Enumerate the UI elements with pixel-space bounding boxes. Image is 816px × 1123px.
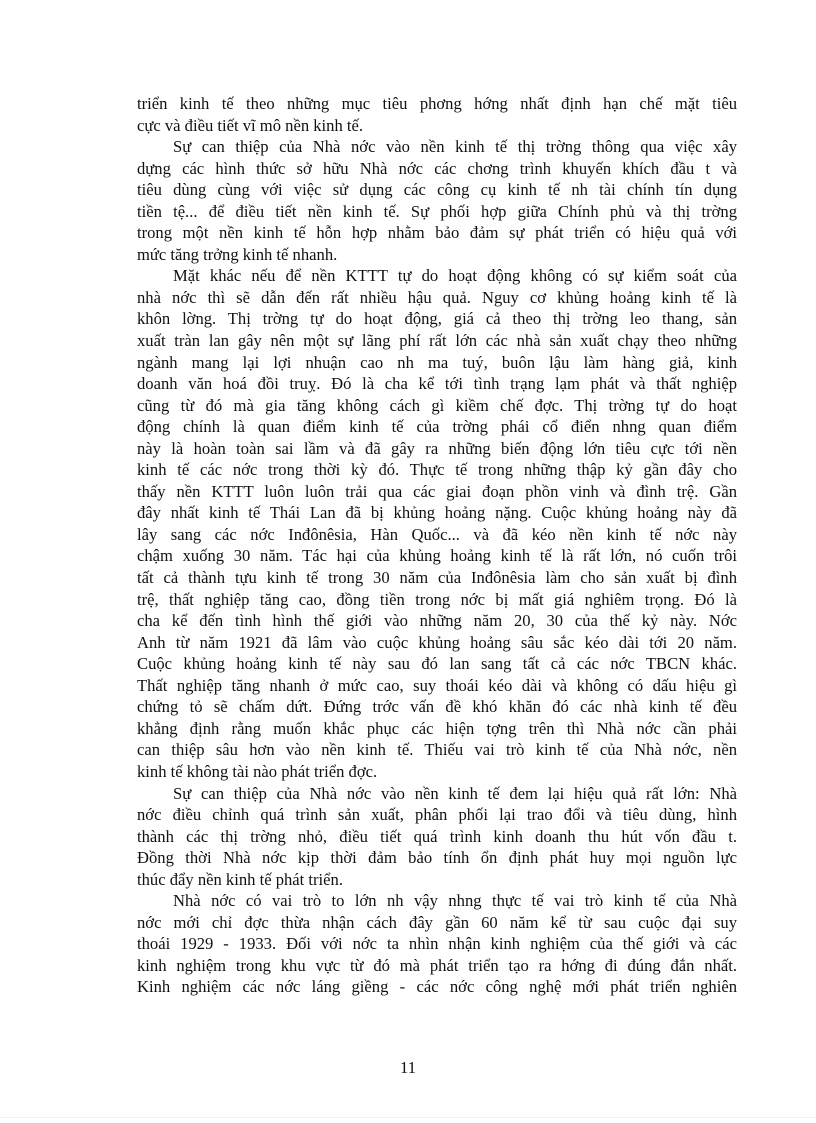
text-line: đây nhất kinh tế Thái Lan đã bị khủng hoảng nặng. Cuộc khủng hoảng này đã	[137, 503, 737, 523]
text-line: trong một nền kinh tế hỗn hợp nhằm bảo đảm sự phát triển có hiệu quả với	[137, 223, 737, 243]
text-line: dựng các hình thức sở hữu Nhà nớc các chơng trình khuyến khích đầu t và	[137, 158, 737, 178]
text-line: tiền tệ... để điều tiết nền kinh tế. Sự phối hợp giữa Chính phủ và thị trờng	[137, 201, 737, 221]
text-line: thoái 1929 - 1933. Đối với nớc ta nhìn nhận kinh nghiệm của thế giới và các	[137, 934, 737, 954]
text-line: khôn lờng. Thị trờng tự do hoạt động, giá cả theo thị trờng leo thang, sản	[137, 309, 737, 329]
text-line: khẳng định rằng muốn khắc phục các hiện tợng trên thì Nhà nớc cần phải	[137, 718, 737, 738]
text-line: Anh từ năm 1921 đã lâm vào cuộc khủng hoảng sâu sắc kéo dài tới 20 năm.	[137, 632, 737, 652]
text-line: thành các thị trờng nhỏ, điều tiết quá trình kinh doanh thu hút vốn đầu t.	[137, 826, 737, 846]
text-line: kinh nghiệm trong khu vực từ đó mà phát triển tạo ra hớng đi đúng đắn nhất.	[137, 955, 737, 975]
text-line: Sự can thiệp của Nhà nớc vào nền kinh tế đem lại hiệu quả rất lớn: Nhà	[173, 783, 737, 803]
text-line: tất cả thành tựu kinh tế trong 30 năm của Inđônêsia làm cho sản xuất bị đình	[137, 568, 737, 588]
text-line: nớc điều chỉnh quá trình sản xuất, phân phối lại trao đổi và tiêu dùng, hình	[137, 805, 737, 825]
text-line: lây sang các nớc Inđônêsia, Hàn Quốc... và đã kéo nền kinh tế nớc này	[137, 524, 737, 544]
text-line: xuất tràn lan gây nên một sự lãng phí rất lớn các nhà sản xuất chạy theo những	[137, 331, 737, 351]
text-line: Mặt khác nếu để nền KTTT tự do hoạt động không có sự kiểm soát của	[173, 266, 737, 286]
text-line: này là hoàn toàn sai lầm và đã gây ra những biến động lớn tiêu cực tới nền	[137, 438, 737, 458]
text-line: doanh văn hoá đồi truỵ. Đó là cha kể tới tình trạng lạm phát và thất nghiệp	[137, 374, 737, 394]
page-number: 11	[399, 1058, 417, 1077]
text-line: mức tăng trởng kinh tế nhanh.	[137, 244, 338, 264]
text-line: Nhà nớc có vai trò to lớn nh vậy nhng thực tế vai trò kinh tế của Nhà	[173, 891, 737, 911]
text-line: Cuộc khủng hoảng kinh tế này sau đó lan sang tất cả các nớc TBCN khác.	[137, 654, 737, 674]
text-line: nớc mới chỉ đợc thừa nhận cách đây gần 60 năm kể từ sau cuộc đại suy	[137, 912, 737, 932]
text-line: cực và điều tiết vĩ mô nền kinh tế.	[137, 115, 364, 135]
text-line: nhà nớc thì sẽ dẫn đến rất nhiều hậu quả. Nguy cơ khủng hoảng kinh tế là	[137, 287, 737, 307]
text-line: chậm xuống 30 năm. Tác hại của khủng hoảng kinh tế là rất lớn, nó cuốn trôi	[137, 546, 737, 566]
text-line: Thất nghiệp tăng nhanh ở mức cao, suy thoái kéo dài và không có dấu hiệu gì	[137, 675, 737, 695]
text-line: ngành mang lại lợi nhuận cao nh ma tuý, buôn lậu làm hàng giả, kinh	[137, 352, 737, 372]
text-line: Kinh nghiệm các nớc láng giềng - các nớc công nghệ mới phát triển nghiên	[137, 977, 737, 997]
text-line: động chính là quan điểm kinh tế của trờng phái cổ điển nhng quan điểm	[137, 417, 737, 437]
text-line: kinh tế các nớc trong thời kỳ đó. Thực tế trong những thập kỷ gần đây cho	[137, 460, 737, 480]
text-line: tiêu dùng cùng với việc sử dụng các công cụ kinh tế nh tài chính tín dụng	[137, 180, 737, 200]
text-line: trệ, thất nghiệp tăng cao, đồng tiền trong nớc bị mất giá nghiêm trọng. Đó là	[137, 589, 737, 609]
text-line: kinh tế không tài nào phát triển đợc.	[137, 761, 378, 781]
text-line: chứng tỏ sẽ chấm dứt. Đứng trớc vấn đề khó khăn đó các nhà kinh tế đều	[137, 697, 737, 717]
text-line: thấy nền KTTT luôn luôn trải qua các giai đoạn phồn vinh và đình trệ. Gần	[137, 481, 737, 501]
text-line: Đồng thời Nhà nớc kịp thời đảm bảo tính ổn định phát huy mọi nguồn lực	[137, 848, 737, 868]
body-text	[137, 93, 737, 998]
text-line: cha kể đến tình hình thế giới vào những năm 20, 30 của thế kỷ này. Nớc	[137, 611, 737, 631]
text-line: triển kinh tế theo những mục tiêu phơng hớng nhất định hạn chế mặt tiêu	[137, 94, 737, 113]
text-line: thúc đẩy nền kinh tế phát triển.	[137, 869, 343, 889]
text-line: can thiệp sâu hơn vào nền kinh tế. Thiếu vai trò kinh tế của Nhà nớc, nền	[137, 740, 737, 760]
page-bottom-edge	[0, 1117, 816, 1118]
text-line: Sự can thiệp của Nhà nớc vào nền kinh tế thị trờng thông qua việc xây	[173, 137, 737, 157]
text-line: cũng từ đó mà gia tăng không cách gì kiềm chế đợc. Thị trờng tự do hoạt	[137, 395, 737, 415]
